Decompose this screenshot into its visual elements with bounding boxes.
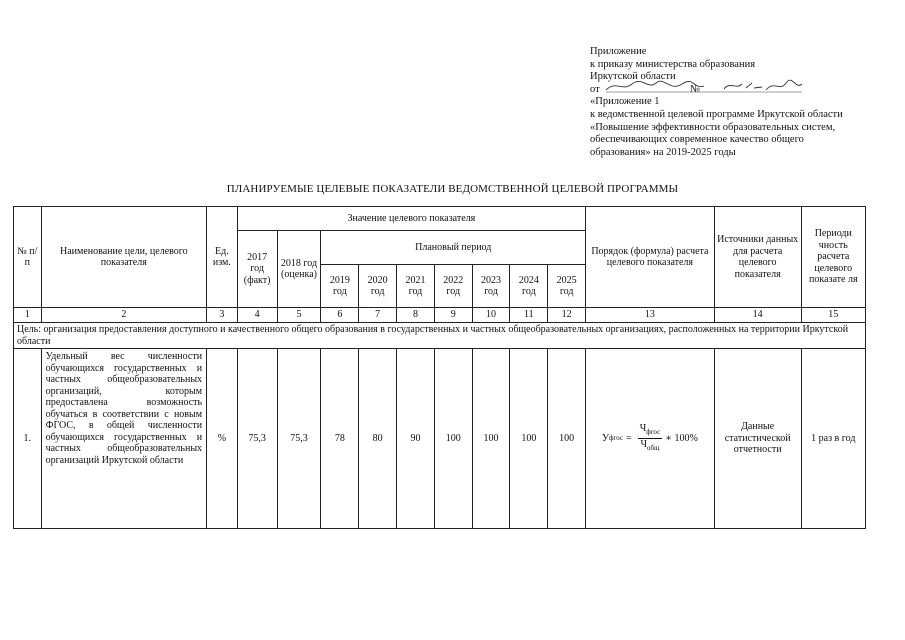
row-plan-value: 100 (434, 349, 472, 529)
header-line: Приложение (590, 46, 647, 57)
col-number: 4 (237, 308, 277, 323)
row-plan-value: 90 (397, 349, 435, 529)
col-number: 3 (207, 308, 238, 323)
col-number: 15 (801, 308, 865, 323)
denominator-symbol: Ч (640, 439, 647, 450)
header-date-prefix: от (590, 83, 600, 95)
header-value: Значение целевого показателя (237, 207, 585, 231)
indicator-name: Удельный вес численности обучающихся государственных и частных общеобразовательных организаций, которым предоставлена возможность обучаться в соответствии с новым ФГОС, в общей численности обучающихся государственных и частных общеобразовательных организаций Иркутской области (41, 349, 206, 529)
header-line: «Приложение 1 (590, 96, 660, 108)
col-number: 5 (277, 308, 321, 323)
header-2018: 2018 год (оценка) (277, 231, 321, 308)
row-plan-value: 100 (510, 349, 548, 529)
row-plan-value: 100 (548, 349, 586, 529)
formula-equals: = (626, 432, 632, 444)
header-formula: Порядок (формула) расчета целевого показателя (586, 207, 715, 308)
header-name: Наименование цели, целевого показателя (41, 207, 206, 308)
header-line: образования» на 2019-2025 годы (590, 146, 736, 158)
col-number: 11 (510, 308, 548, 323)
header-year: 2021 год (397, 265, 435, 308)
col-number: 10 (472, 308, 510, 323)
formula-denominator (638, 439, 661, 455)
header-year: 2025 год (548, 265, 586, 308)
document-title: ПЛАНИРУЕМЫЕ ЦЕЛЕВЫЕ ПОКАЗАТЕЛИ ВЕДОМСТВЕННОЙ ЦЕЛЕВОЙ ПРОГРАММЫ (226, 183, 679, 195)
indicators-table (13, 206, 866, 529)
formula-fraction (638, 423, 663, 455)
header-line: к приказу министерства образования (590, 58, 756, 70)
header-number-sign: № (690, 83, 701, 95)
col-number: 14 (714, 308, 801, 323)
formula (602, 423, 698, 455)
col-number: 6 (321, 308, 359, 323)
header-year: 2024 год (510, 265, 548, 308)
formula-numerator (638, 423, 663, 440)
header-sources: Источники данных для расчета целевого показателя (714, 207, 801, 308)
header-date-line (590, 84, 890, 97)
col-number: 12 (548, 308, 586, 323)
header-num: № п/п (14, 207, 42, 308)
numerator-symbol: Ч (639, 422, 647, 434)
header-year: 2020 год (359, 265, 397, 308)
row-plan-value: 80 (359, 349, 397, 529)
row-period: 1 раз в год (801, 349, 865, 529)
formula-cell (586, 349, 715, 529)
formula-lhs: У (601, 432, 610, 444)
denominator-sub: общ (646, 444, 660, 452)
col-number: 7 (359, 308, 397, 323)
header-year: 2019 год (321, 265, 359, 308)
handwritten-date-number (604, 78, 804, 96)
row-num: 1. (14, 349, 42, 529)
appendix-header (590, 46, 890, 159)
col-number: 8 (397, 308, 435, 323)
header-period: Периоди чность расчета целевого показате ля (801, 207, 865, 308)
col-number: 13 (586, 308, 715, 323)
header-year: 2022 год (434, 265, 472, 308)
header-line: «Повышение эффективности образовательных систем, (590, 121, 836, 133)
goal-row: Цель: организация предоставления доступного и качественного общего образования в государственных и частных общеобразовательных организациях, расположенных на территории Иркутской области (14, 323, 866, 349)
header-year: 2023 год (472, 265, 510, 308)
numerator-sub: фгос (646, 427, 661, 436)
col-number: 1 (14, 308, 42, 323)
col-number: 9 (434, 308, 472, 323)
row-plan-value: 78 (321, 349, 359, 529)
row-2018: 75,3 (277, 349, 321, 529)
header-2017: 2017 год (факт) (237, 231, 277, 308)
header-line: к ведомственной целевой программе Иркутской области (590, 108, 843, 120)
header-plan: Плановый период (321, 231, 586, 265)
table-row (14, 349, 866, 529)
header-unit: Ед. изм. (207, 207, 238, 308)
formula-tail: ∗ 100% (665, 432, 698, 444)
col-number: 2 (41, 308, 206, 323)
formula-lhs-sub: фгос (609, 433, 624, 442)
row-unit: % (207, 349, 238, 529)
header-line: обеспечивающих современное качество общего (590, 134, 804, 146)
row-plan-value: 100 (472, 349, 510, 529)
row-2017: 75,3 (237, 349, 277, 529)
header-line: Иркутской области (590, 71, 676, 83)
row-sources: Данные статистической отчетности (714, 349, 801, 529)
